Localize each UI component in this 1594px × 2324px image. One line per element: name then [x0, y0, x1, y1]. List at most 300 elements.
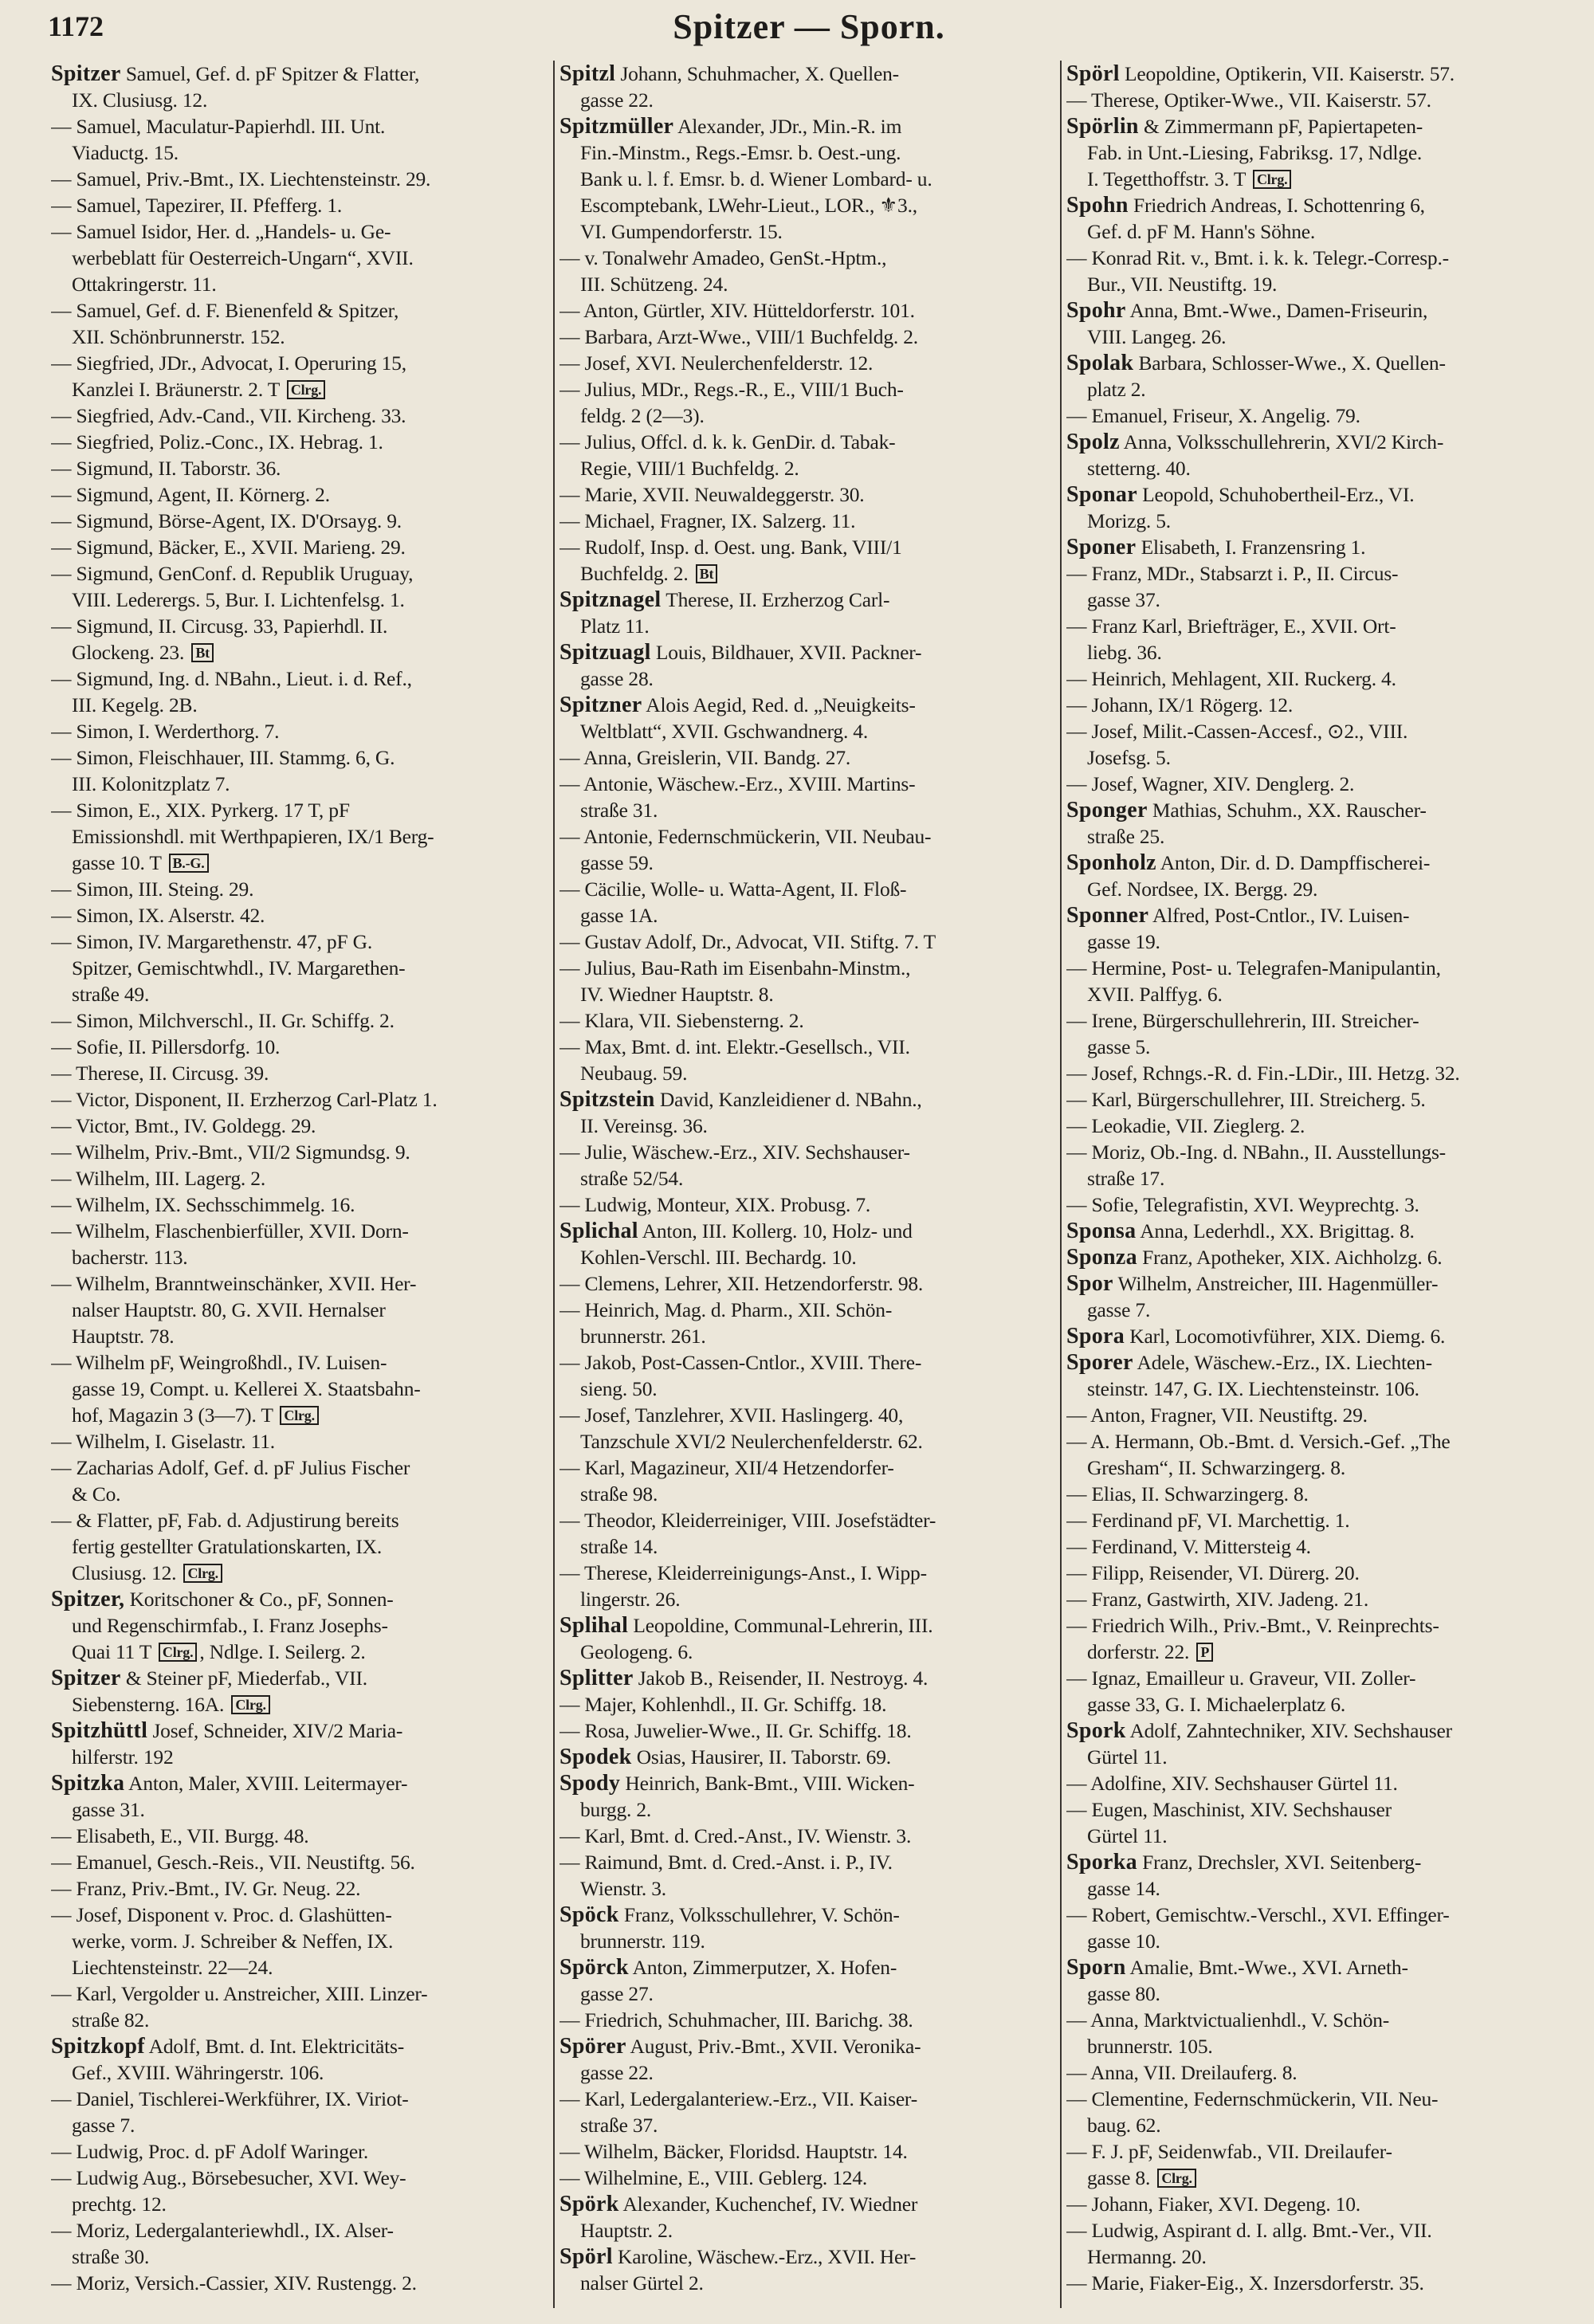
entry-text: gasse 28. — [580, 667, 654, 690]
entry-text: Gürtel 11. — [1087, 1745, 1168, 1769]
registry-badge: Clrg. — [287, 380, 326, 399]
entry-surname: Spody — [559, 1771, 621, 1796]
entry-text: Kohlen-Verschl. III. Bechardg. 10. — [580, 1246, 857, 1269]
entry-line — [51, 1560, 548, 1586]
entry-text: Viaductg. 15. — [72, 141, 179, 164]
entry-text: Gef., XVIII. Währingerstr. 106. — [72, 2061, 324, 2084]
directory-entry — [51, 2086, 548, 2138]
entry-text: — Emanuel, Gesch.-Reis., VII. Neustiftg. 56. — [51, 1851, 415, 1874]
entry-text: — Franz Karl, Briefträger, E., XVII. Ort- — [1066, 614, 1396, 638]
entry-line — [51, 2033, 548, 2059]
entry-line — [559, 665, 1055, 692]
directory-entry — [559, 876, 1055, 928]
directory-entry — [51, 2033, 548, 2086]
entry-line — [1066, 1612, 1562, 1639]
entry-text: — Sigmund, II. Circusg. 33, Papierhdl. II. — [51, 614, 388, 638]
entry-text: Johann, Schuhmacher, X. Quellen- — [620, 62, 899, 85]
entry-text: Osias, Hausirer, II. Taborstr. 69. — [636, 1745, 891, 1769]
entry-line — [1066, 613, 1562, 639]
entry-text: sieng. 50. — [580, 1377, 658, 1400]
entry-line — [559, 297, 1055, 324]
entry-text: — Antonie, Wäschew.-Erz., XVIII. Martins- — [559, 772, 916, 795]
entry-line — [1066, 1034, 1562, 1060]
directory-entry — [559, 744, 1055, 771]
entry-line — [1066, 1270, 1562, 1297]
entry-text: — Josef, Tanzlehrer, XVII. Haslingerg. 40, — [559, 1403, 904, 1427]
entry-surname: Spohn — [1066, 193, 1129, 218]
entry-text: Gürtel 11. — [1087, 1824, 1168, 1847]
entry-line — [559, 639, 1055, 665]
entry-text: — Simon, Milchverschl., II. Gr. Schiffg. 2. — [51, 1009, 395, 1032]
entry-text: Geologeng. 6. — [580, 1640, 693, 1663]
entry-line — [1066, 1796, 1562, 1823]
entry-line — [51, 1191, 548, 1218]
entry-line — [51, 455, 548, 481]
entry-text: — Wilhelm, Bäcker, Floridsd. Hauptstr. 14. — [559, 2140, 908, 2163]
entry-line — [51, 61, 548, 87]
directory-entry — [1066, 771, 1562, 797]
directory-entry — [1066, 1849, 1562, 1902]
directory-entry — [1066, 2138, 1562, 2191]
entry-text: II. Vereinsg. 36. — [580, 1114, 708, 1137]
entry-surname: Spitzka — [51, 1771, 125, 1796]
directory-entry — [1066, 797, 1562, 850]
directory-entry — [1066, 1007, 1562, 1060]
entry-surname: Spitzer — [51, 61, 121, 86]
directory-entry — [1066, 665, 1562, 692]
entry-line — [51, 1007, 548, 1034]
entry-text: — Konrad Rit. v., Bmt. i. k. k. Telegr.-Corresp.- — [1066, 246, 1449, 269]
entry-line — [1066, 1849, 1562, 1875]
entry-text: — Sofie, II. Pillersdorfg. 10. — [51, 1035, 281, 1058]
entry-line — [559, 61, 1055, 87]
entry-line — [1066, 455, 1562, 481]
entry-line — [1066, 1770, 1562, 1796]
directory-entry — [51, 1665, 548, 1717]
entry-text: — Max, Bmt. d. int. Elektr.-Gesellsch., VII. — [559, 1035, 910, 1058]
directory-entry — [1066, 402, 1562, 429]
entry-text: Gresham“, II. Schwarzingerg. 8. — [1087, 1456, 1346, 1479]
entry-line — [559, 218, 1055, 245]
entry-line — [51, 1902, 548, 1928]
directory-entry — [1066, 613, 1562, 665]
entry-line — [1066, 1586, 1562, 1612]
entry-text: VI. Gumpendorferstr. 15. — [580, 220, 783, 243]
entry-text: gasse 31. — [72, 1798, 145, 1821]
entry-text: Anton, Zimmerputzer, X. Hofen- — [632, 1956, 897, 1979]
entry-line — [559, 1533, 1055, 1560]
directory-entry — [559, 245, 1055, 297]
entry-text: — Eugen, Maschinist, XIV. Sechshauser — [1066, 1798, 1392, 1821]
entry-line — [51, 87, 548, 113]
directory-entry — [1066, 87, 1562, 113]
entry-surname: Spitzuagl — [559, 640, 651, 665]
entry-surname: Splihal — [559, 1613, 629, 1638]
entry-text: — Emanuel, Friseur, X. Angelig. 79. — [1066, 404, 1360, 427]
directory-entry — [1066, 2217, 1562, 2270]
entry-line — [559, 771, 1055, 797]
entry-text: Glockeng. 23. — [72, 641, 190, 664]
entry-line — [1066, 1875, 1562, 1902]
entry-text: — Therese, Kleiderreinigungs-Anst., I. Wipp- — [559, 1561, 927, 1584]
entry-text: — Heinrich, Mehlagent, XII. Ruckerg. 4. — [1066, 667, 1396, 690]
directory-entry — [559, 1507, 1055, 1560]
directory-entry — [559, 1902, 1055, 1954]
directory-entry — [1066, 1481, 1562, 1507]
directory-entry — [51, 718, 548, 744]
entry-line — [51, 587, 548, 613]
directory-entry — [559, 1717, 1055, 1744]
directory-entry — [51, 902, 548, 928]
entry-line — [1066, 1717, 1562, 1744]
entry-surname: Spork — [1066, 1718, 1126, 1743]
column-2 — [553, 61, 1060, 2308]
entry-line — [559, 876, 1055, 902]
directory-entry — [51, 1191, 548, 1218]
entry-line — [559, 797, 1055, 823]
entry-line — [559, 2112, 1055, 2138]
entry-line — [559, 850, 1055, 876]
directory-entry — [51, 455, 548, 481]
entry-text: — Simon, E., XIX. Pyrkerg. 17 T, pF — [51, 799, 350, 822]
entry-line — [559, 1902, 1055, 1928]
entry-text: Barbara, Schlosser-Wwe., X. Quellen- — [1138, 351, 1446, 375]
directory-entry — [51, 1717, 548, 1770]
entry-text: steinstr. 147, G. IX. Liechtensteinstr. 106. — [1087, 1377, 1419, 1400]
entry-text: — Ludwig, Proc. d. pF Adolf Waringer. — [51, 2140, 369, 2163]
entry-line — [559, 560, 1055, 587]
entry-line — [51, 402, 548, 429]
entry-line — [51, 1612, 548, 1639]
entry-line — [51, 1349, 548, 1376]
entry-line — [51, 534, 548, 560]
entry-text: — Siegfried, Poliz.-Conc., IX. Hebrag. 1. — [51, 430, 383, 453]
entry-text: Louis, Bildhauer, XVII. Packner- — [655, 641, 922, 664]
directory-entry — [559, 955, 1055, 1007]
entry-text: Adele, Wäschew.-Erz., IX. Liechten- — [1137, 1351, 1432, 1374]
directory-entry — [1066, 1060, 1562, 1086]
entry-line — [51, 797, 548, 823]
entry-text: Kanzlei I. Bräunerstr. 2. T — [72, 378, 285, 401]
directory-entry — [1066, 1533, 1562, 1560]
entry-text: Quai 11 T — [72, 1640, 156, 1663]
entry-surname: Spörl — [559, 2244, 613, 2269]
entry-text: Anton, III. Kollerg. 10, Holz- und — [642, 1219, 913, 1242]
entry-line — [1066, 1165, 1562, 1191]
entry-line — [559, 1244, 1055, 1270]
entry-line — [559, 744, 1055, 771]
entry-text: und Regenschirmfab., I. Franz Josephs- — [72, 1614, 388, 1637]
entry-line — [559, 113, 1055, 139]
entry-surname: Spitzl — [559, 61, 616, 86]
entry-text: — Simon, IX. Alserstr. 42. — [51, 904, 265, 927]
directory-entry — [1066, 902, 1562, 955]
entry-line — [51, 1034, 548, 1060]
directory-entry — [559, 376, 1055, 429]
entry-text: — Friedrich Wilh., Priv.-Bmt., V. Reinprechts- — [1066, 1614, 1439, 1637]
entry-text: Leopoldine, Optikerin, VII. Kaiserstr. 57. — [1125, 62, 1455, 85]
entry-line — [1066, 324, 1562, 350]
entry-line — [559, 587, 1055, 613]
directory-entry — [559, 1691, 1055, 1717]
entry-text: gasse 80. — [1087, 1982, 1160, 2005]
directory-entry — [1066, 1665, 1562, 1717]
entry-text: straße 82. — [72, 2008, 150, 2032]
entry-text: feldg. 2 (2—3). — [580, 404, 705, 427]
entry-line — [51, 192, 548, 218]
directory-entry — [1066, 1191, 1562, 1218]
directory-entry — [51, 113, 548, 166]
entry-line — [1066, 876, 1562, 902]
entry-text: Mathias, Schuhm., XX. Rauscher- — [1152, 799, 1427, 822]
entry-line — [559, 508, 1055, 534]
entry-line — [559, 2138, 1055, 2165]
entry-line — [1066, 2138, 1562, 2165]
entry-line — [1066, 429, 1562, 455]
entry-text: — Siegfried, Adv.-Cand., VII. Kircheng. 33. — [51, 404, 406, 427]
entry-text: VIII. Langeg. 26. — [1087, 325, 1227, 348]
entry-line — [1066, 665, 1562, 692]
directory-entry — [1066, 850, 1562, 902]
entry-text: Leopold, Schuhobertheil-Erz., VI. — [1142, 483, 1415, 506]
entry-line — [559, 823, 1055, 850]
entry-text: burgg. 2. — [580, 1798, 652, 1821]
entry-line — [1066, 1639, 1562, 1665]
entry-text: — Anton, Gürtler, XIV. Hütteldorferstr. 101. — [559, 299, 915, 322]
entry-line — [1066, 1007, 1562, 1034]
entry-text: — Johann, Fiaker, XVI. Degeng. 10. — [1066, 2192, 1360, 2216]
entry-text: straße 98. — [580, 1482, 658, 1505]
directory-entry — [1066, 1139, 1562, 1191]
directory-entry — [559, 1007, 1055, 1034]
entry-line — [559, 1454, 1055, 1481]
entry-line — [51, 955, 548, 981]
entry-text: werke, vorm. J. Schreiber & Neffen, IX. — [72, 1929, 394, 1953]
entry-surname: Spörl — [1066, 61, 1120, 86]
entry-text: — Elias, II. Schwarzingerg. 8. — [1066, 1482, 1309, 1505]
directory-entry — [1066, 1954, 1562, 2007]
entry-text: — Michael, Fragner, IX. Salzerg. 11. — [559, 509, 856, 532]
entry-line — [51, 613, 548, 639]
entry-line — [1066, 955, 1562, 981]
entry-line — [1066, 823, 1562, 850]
entry-line — [559, 928, 1055, 955]
entry-line — [559, 1849, 1055, 1875]
entry-text: straße 30. — [72, 2245, 150, 2268]
entry-text: Gef. Nordsee, IX. Bergg. 29. — [1087, 877, 1318, 901]
entry-line — [51, 1849, 548, 1875]
entry-line — [51, 113, 548, 139]
directory-entry — [51, 2270, 548, 2296]
entry-line — [1066, 218, 1562, 245]
entry-text: — v. Tonalwehr Amadeo, GenSt.-Hptm., — [559, 246, 887, 269]
entry-line — [559, 2217, 1055, 2244]
entry-text: — Samuel, Priv.-Bmt., IX. Liechtensteinstr. 29. — [51, 167, 431, 190]
directory-entry — [1066, 1796, 1562, 1849]
entry-line — [51, 1744, 548, 1770]
entry-text: Ottakringerstr. 11. — [72, 273, 217, 296]
directory-entry — [1066, 2086, 1562, 2138]
entry-text: gasse 19. — [1087, 930, 1160, 953]
entry-line — [51, 2007, 548, 2033]
directory-entry — [559, 1349, 1055, 1402]
directory-entry — [1066, 1560, 1562, 1586]
entry-line — [51, 1402, 548, 1428]
directory-entry — [51, 1113, 548, 1139]
entry-text: stetterng. 40. — [1087, 457, 1191, 480]
entry-line — [51, 1139, 548, 1165]
directory-entry — [559, 350, 1055, 376]
entry-line — [559, 1981, 1055, 2007]
entry-line — [1066, 1349, 1562, 1376]
directory-entry — [51, 2217, 548, 2270]
entry-line — [1066, 1323, 1562, 1349]
entry-line — [1066, 1744, 1562, 1770]
entry-line — [1066, 1533, 1562, 1560]
entry-text: IX. Clusiusg. 12. — [72, 88, 208, 112]
directory-entry — [559, 2033, 1055, 2086]
directory-entry — [559, 1770, 1055, 1823]
entry-text: — Marie, Fiaker-Eig., X. Inzersdorferstr. 35. — [1066, 2271, 1424, 2295]
entry-text: Tanzschule XVI/2 Neulerchenfelderstr. 62. — [580, 1430, 923, 1453]
entry-text: Anna, Bmt.-Wwe., Damen-Friseurin, — [1129, 299, 1428, 322]
entry-line — [559, 1665, 1055, 1691]
directory-entry — [559, 1665, 1055, 1691]
entry-line — [559, 1402, 1055, 1428]
entry-text: — Karl, Magazineur, XII/4 Hetzendorfer- — [559, 1456, 894, 1479]
directory-entry — [1066, 1218, 1562, 1244]
entry-text: Hauptstr. 2. — [580, 2219, 673, 2242]
entry-surname: Spitzhüttl — [51, 1718, 148, 1743]
entry-line — [1066, 1376, 1562, 1402]
directory-entry — [51, 61, 548, 113]
entry-text: Weltblatt“, XVII. Gschwandnerg. 4. — [580, 720, 869, 743]
entry-line — [559, 2033, 1055, 2059]
entry-text: nalser Gürtel 2. — [580, 2271, 704, 2295]
entry-line — [559, 1612, 1055, 1639]
entry-line — [559, 1007, 1055, 1034]
entry-line — [51, 1297, 548, 1323]
directory-entry — [1066, 1586, 1562, 1612]
entry-line — [51, 1533, 548, 1560]
entry-line — [51, 560, 548, 587]
entry-text: — Anton, Fragner, VII. Neustiftg. 29. — [1066, 1403, 1368, 1427]
entry-line — [1066, 2112, 1562, 2138]
entry-line — [1066, 744, 1562, 771]
entry-text: — Cäcilie, Wolle- u. Watta-Agent, II. Floß- — [559, 877, 907, 901]
directory-entry — [51, 218, 548, 297]
entry-text: gasse 33, G. I. Michaelerplatz 6. — [1087, 1693, 1346, 1716]
entry-line — [559, 2059, 1055, 2086]
entry-line — [51, 1823, 548, 1849]
entry-line — [51, 639, 548, 665]
entry-surname: Splitter — [559, 1666, 634, 1690]
entry-text: Anna, Lederhdl., XX. Brigittag. 8. — [1140, 1219, 1415, 1242]
entry-line — [559, 2007, 1055, 2033]
directory-entry — [51, 876, 548, 902]
entry-text: gasse 10. T — [72, 851, 167, 874]
entry-text: Buchfeldg. 2. — [580, 562, 693, 585]
entry-text: — Franz, Gastwirth, XIV. Jadeng. 21. — [1066, 1588, 1369, 1611]
entry-line — [51, 1454, 548, 1481]
directory-entry — [559, 1086, 1055, 1139]
entry-surname: Spörck — [559, 1955, 629, 1980]
entry-line — [51, 1639, 548, 1665]
entry-line — [51, 2138, 548, 2165]
entry-text: Neubaug. 59. — [580, 1062, 688, 1085]
directory-entry — [559, 2138, 1055, 2165]
directory-entry — [51, 1165, 548, 1191]
entry-text: gasse 27. — [580, 1982, 654, 2005]
directory-entry — [1066, 1244, 1562, 1270]
entry-surname: Spolz — [1066, 430, 1120, 454]
entry-line — [1066, 850, 1562, 876]
registry-badge: B.-G. — [169, 854, 209, 873]
entry-line — [1066, 1191, 1562, 1218]
directory-entry — [51, 1218, 548, 1270]
entry-line — [51, 928, 548, 955]
directory-entry — [1066, 245, 1562, 297]
entry-text: Alexander, Kuchenchef, IV. Wiedner — [622, 2192, 918, 2216]
entry-line — [1066, 639, 1562, 665]
entry-surname: Sponholz — [1066, 850, 1156, 875]
entry-text: gasse 7. — [72, 2114, 135, 2137]
entry-text: — Sigmund, Ing. d. NBahn., Lieut. i. d. Ref., — [51, 667, 412, 690]
entry-text: Escomptebank, LWehr-Lieut., LOR., ⚜3., — [580, 194, 917, 217]
entry-text: — Wilhelm, Priv.-Bmt., VII/2 Sigmundsg. 9. — [51, 1140, 410, 1164]
entry-text: — Anna, Greislerin, VII. Bandg. 27. — [559, 746, 851, 769]
entry-line — [1066, 508, 1562, 534]
entry-line — [559, 139, 1055, 166]
entry-line — [559, 902, 1055, 928]
directory-entry — [559, 2191, 1055, 2244]
registry-badge: Clrg. — [231, 1695, 270, 1714]
entry-text: Adolf, Bmt. d. Int. Elektricitäts- — [148, 2035, 405, 2058]
entry-text: — Karl, Bürgerschullehrer, III. Streicherg. 5. — [1066, 1088, 1426, 1111]
entry-line — [559, 1191, 1055, 1218]
directory-entry — [559, 1744, 1055, 1770]
entry-text: — Therese, II. Circusg. 39. — [51, 1062, 269, 1085]
directory-entry — [559, 1139, 1055, 1191]
registry-badge: Clrg. — [280, 1406, 319, 1425]
entry-text: — Clemens, Lehrer, XII. Hetzendorferstr. 98. — [559, 1272, 924, 1295]
directory-entry — [51, 1875, 548, 1902]
entry-line — [1066, 1060, 1562, 1086]
entry-line — [51, 2165, 548, 2191]
directory-entry — [1066, 2007, 1562, 2059]
entry-text: — Rudolf, Insp. d. Oest. ung. Bank, VIII/1 — [559, 536, 902, 559]
directory-entry — [559, 1560, 1055, 1612]
entry-line — [51, 1165, 548, 1191]
entry-line — [1066, 560, 1562, 587]
entry-text: Franz, Drechsler, XVI. Seitenberg- — [1142, 1851, 1422, 1874]
entry-text: IV. Wiedner Hauptstr. 8. — [580, 983, 774, 1006]
entry-text: — Ferdinand, V. Mittersteig 4. — [1066, 1535, 1311, 1558]
entry-text: — Irene, Bürgerschullehrerin, III. Streicher- — [1066, 1009, 1419, 1032]
directory-entry — [51, 1507, 548, 1586]
entry-text: Karoline, Wäschew.-Erz., XVII. Her- — [618, 2245, 917, 2268]
entry-text: gasse 14. — [1087, 1877, 1160, 1900]
entry-text: — Josef, Wagner, XIV. Denglerg. 2. — [1066, 772, 1355, 795]
entry-text: — Moriz, Versich.-Cassier, XIV. Rustengg. 2. — [51, 2271, 417, 2295]
entry-surname: Sporer — [1066, 1350, 1133, 1375]
entry-text: — Hermine, Post- u. Telegrafen-Manipulantin, — [1066, 956, 1441, 979]
entry-text: nalser Hauptstr. 80, G. XVII. Hernalser — [72, 1298, 386, 1321]
entry-surname: Spitznagel — [559, 587, 662, 612]
page-title: Spitzer — Sporn. — [673, 7, 945, 46]
entry-text: — Julius, Offcl. d. k. k. GenDir. d. Tabak- — [559, 430, 896, 453]
directory-entry — [559, 1270, 1055, 1297]
